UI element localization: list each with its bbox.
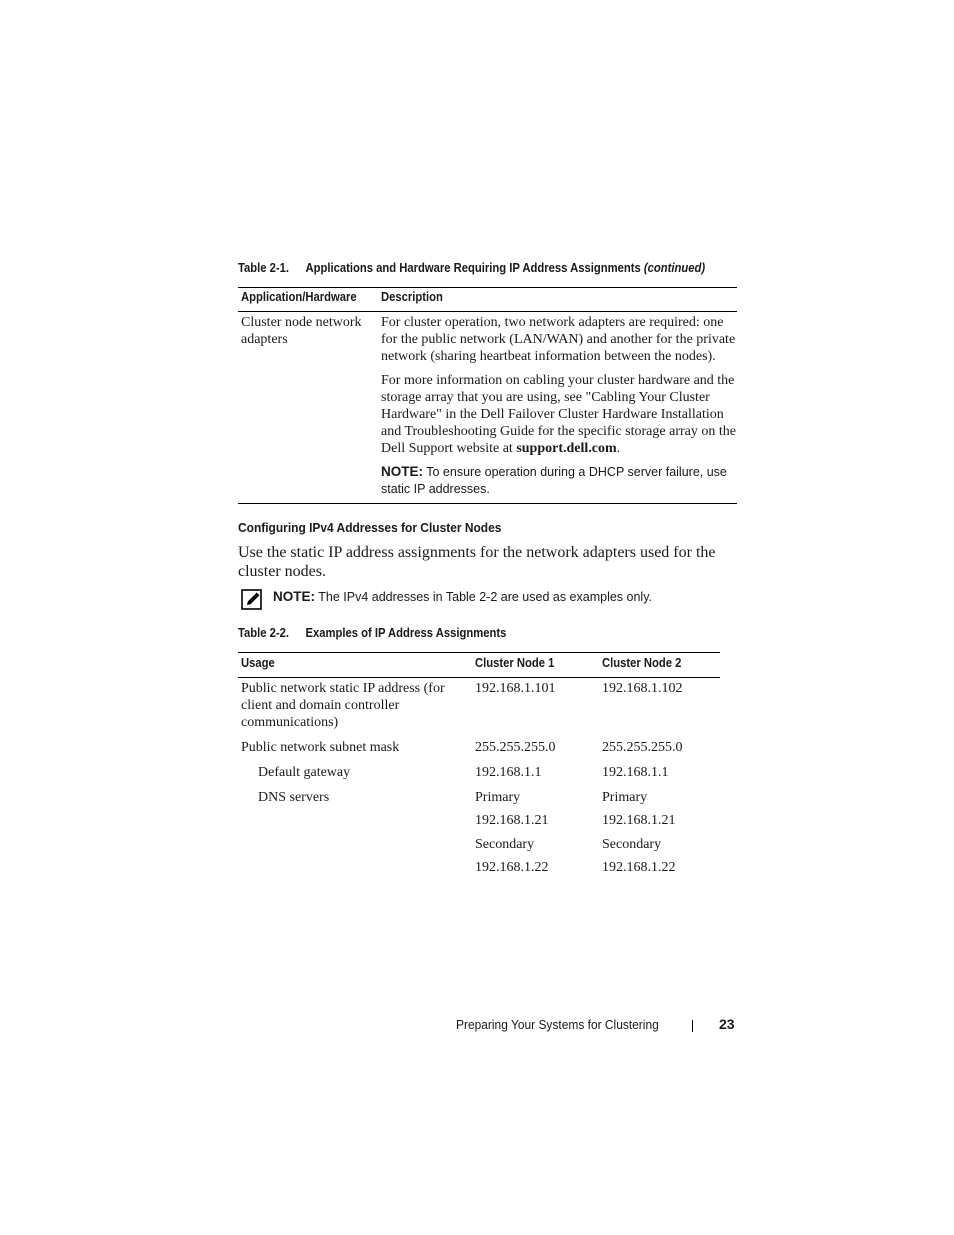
table-2-2-header-node1: Cluster Node 1: [475, 656, 555, 670]
table-2-1-continued: (continued): [643, 261, 706, 275]
table-row-usage: Public network static IP address (for client and domain controller communications): [241, 681, 445, 730]
footer-separator: [692, 1020, 693, 1032]
page-number: 23: [719, 1016, 735, 1032]
dns-node2-primary-label: Primary: [602, 790, 648, 805]
note-pencil-icon: [241, 588, 263, 610]
note-text: The IPv4 addresses in Table 2-2 are used as examples only.: [315, 590, 652, 604]
desc-p2-period: .: [616, 441, 621, 456]
table-2-1-header-rule: [238, 311, 737, 312]
table-2-1-header-desc: Description: [381, 290, 443, 304]
dns-node1-secondary-ip: 192.168.1.22: [475, 860, 549, 875]
section-heading: Configuring IPv4 Addresses for Cluster Nodes: [238, 520, 502, 535]
dns-node2-primary-ip: 192.168.1.21: [602, 813, 676, 828]
table-row-node2: 192.168.1.1: [602, 765, 669, 780]
dns-node2-secondary-ip: 192.168.1.22: [602, 860, 676, 875]
table-2-1-app-cell: Cluster node network adapters: [241, 315, 362, 347]
table-row-usage: Default gateway: [258, 765, 351, 780]
dns-node1-primary-ip: 192.168.1.21: [475, 813, 549, 828]
table-2-1-bottom-rule: [238, 503, 737, 504]
section-note: [273, 588, 743, 606]
support-link[interactable]: support.dell.com: [516, 441, 617, 456]
table-row-node2: 192.168.1.102: [602, 681, 683, 696]
table-row-node1: 192.168.1.1: [475, 765, 542, 780]
table-2-1-desc-p1: For cluster operation, two network adapters are required: one for the public network (LAN/WAN) and another for the private network (sharing heartbeat information between the nodes).: [381, 315, 736, 364]
table-row-node1: 192.168.1.101: [475, 681, 556, 696]
table-2-2-title: Examples of IP Address Assignments: [305, 626, 507, 640]
table-row-node2: 255.255.255.0: [602, 740, 683, 755]
table-2-1-header-app: Application/Hardware: [241, 290, 357, 304]
table-row-node1: 255.255.255.0: [475, 740, 556, 755]
footer-chapter-title: Preparing Your Systems for Clustering: [456, 1017, 659, 1032]
table-2-1-caption: [238, 261, 705, 275]
note-label: NOTE:: [273, 589, 315, 604]
table-2-1-title: Applications and Hardware Requiring IP Address Assignments: [305, 261, 641, 275]
section-body: Use the static IP address assignments for the network adapters used for the cluster nodes.: [238, 544, 716, 580]
dns-node2-secondary-label: Secondary: [602, 837, 662, 852]
table-2-1-note: [381, 463, 737, 498]
dns-node1-secondary-label: Secondary: [475, 837, 535, 852]
table-2-2-header-rule: [238, 677, 720, 678]
table-2-1-desc-p2: [381, 372, 737, 457]
table-2-1-top-rule: [238, 287, 737, 288]
dns-node1-primary-label: Primary: [475, 790, 521, 805]
table-2-2-header-usage: Usage: [241, 656, 275, 670]
table-2-1-number: Table 2-1.: [238, 261, 290, 275]
desc-p2-text: For more information on cabling your cluster hardware and the storage array that you are using, see "Cabling Your Cluster Hardware" in the Dell Failover Cluster Hardware Installation and Troubleshooting Guide for the specific storage array on the Dell Support website at: [381, 373, 736, 456]
table-2-2-top-rule: [238, 652, 720, 653]
table-2-2-caption: [238, 626, 506, 640]
table-2-2-header-node2: Cluster Node 2: [602, 656, 682, 670]
note-label: NOTE:: [381, 464, 423, 479]
table-row-usage: DNS servers: [258, 790, 330, 805]
table-2-2-number: Table 2-2.: [238, 626, 290, 640]
note-text: To ensure operation during a DHCP server failure, use static IP addresses.: [381, 465, 727, 496]
table-row-usage: Public network subnet mask: [241, 740, 400, 755]
